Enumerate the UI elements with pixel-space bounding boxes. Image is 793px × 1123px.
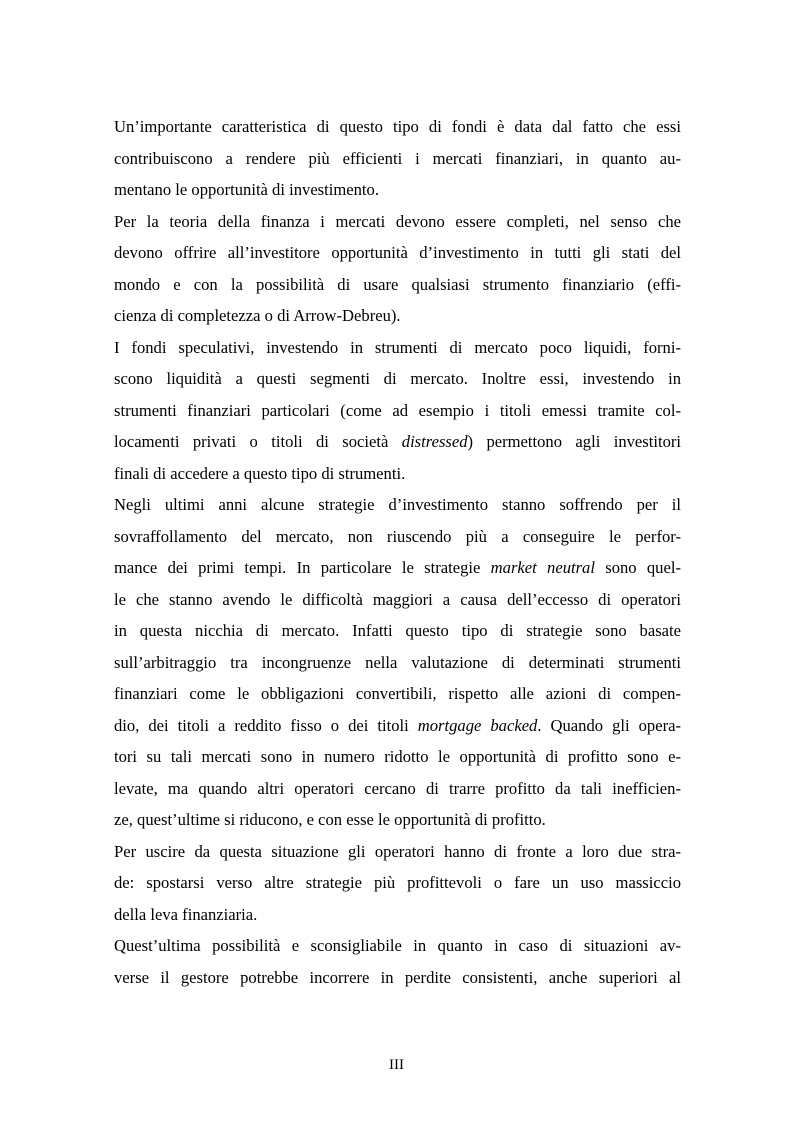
text-line xyxy=(114,584,681,616)
text-segment: sull’arbitraggio tra incongruenze nella valutazione di determinati strumenti xyxy=(114,652,681,672)
text-line xyxy=(114,174,681,206)
text-segment: locamenti privati o titoli di società xyxy=(114,432,402,451)
text-segment: sovraffollamento del mercato, non riuscendo più a conseguire le perfor- xyxy=(114,526,681,546)
body-text xyxy=(114,111,681,993)
text-segment: Per la teoria della finanza i mercati devono essere completi, nel senso che xyxy=(114,211,681,231)
page-number: III xyxy=(389,1057,404,1073)
text-segment: finali di accedere a questo tipo di strumenti. xyxy=(114,463,406,483)
italic-term: market neutral xyxy=(490,558,595,577)
text-segment: mondo e con la possibilità di usare qualsiasi strumento finanziario (effi- xyxy=(114,274,681,294)
text-segment: sono quel- xyxy=(594,558,681,577)
text-line xyxy=(114,552,681,584)
text-segment: ze, quest’ultime si riducono, e con esse le opportunità di profitto. xyxy=(114,810,546,829)
text-segment: levate, ma quando altri operatori cercano di trarre profitto da tali inefficien- xyxy=(114,778,681,798)
text-line xyxy=(114,300,681,332)
text-segment: cienza di completezza o di Arrow-Debreu). xyxy=(114,306,401,325)
text-line xyxy=(114,521,681,553)
text-line xyxy=(114,489,681,521)
text-segment: finanziari come le obbligazioni convertibili, rispetto alle azioni di compen- xyxy=(114,684,681,703)
text-segment: Quest’ultima possibilità e sconsigliabile in quanto in caso di situazioni av- xyxy=(114,936,681,955)
text-segment: Negli ultimi anni alcune strategie d’investimento stanno soffrendo per il xyxy=(114,495,681,514)
text-segment: mance dei primi tempi. In particolare le strategie xyxy=(114,558,491,577)
text-segment: de: spostarsi verso altre strategie più profittevoli o fare un uso massiccio xyxy=(114,873,681,892)
text-line xyxy=(114,332,681,364)
text-line xyxy=(114,615,681,647)
text-segment: devono offrire all’investitore opportunità d’investimento in tutti gli stati del xyxy=(114,243,681,262)
text-line xyxy=(114,678,681,710)
text-line xyxy=(114,930,681,962)
text-segment: ) permettono agli investitori xyxy=(467,432,681,451)
text-line xyxy=(114,867,681,899)
text-segment: I fondi speculativi, investendo in strumenti di mercato poco liquidi, forni- xyxy=(114,337,681,357)
text-line xyxy=(114,773,681,805)
italic-term: distressed xyxy=(401,432,468,451)
text-segment: in questa nicchia di mercato. Infatti questo tipo di strategie sono basate xyxy=(114,621,681,640)
text-line xyxy=(114,363,681,395)
text-segment: mentano le opportunità di investimento. xyxy=(114,180,379,199)
text-line xyxy=(114,741,681,773)
text-segment: tori su tali mercati sono in numero ridotto le opportunità di profitto sono e- xyxy=(114,747,681,766)
text-line xyxy=(114,206,681,238)
text-segment: strumenti finanziari particolari (come ad esempio i titoli emessi tramite col- xyxy=(114,400,681,420)
text-line xyxy=(114,426,681,458)
text-line xyxy=(114,395,681,427)
text-segment: Un’importante caratteristica di questo tipo di fondi è data dal fatto che essi xyxy=(114,117,681,136)
italic-term: mortgage backed xyxy=(417,715,538,735)
text-segment: della leva finanziaria. xyxy=(114,904,258,924)
text-line xyxy=(114,458,681,490)
text-line xyxy=(114,269,681,301)
text-segment: dio, dei titoli a reddito fisso o dei titoli xyxy=(114,715,418,735)
text-segment: Per uscire da questa situazione gli operatori hanno di fronte a loro due stra- xyxy=(114,841,681,861)
text-line xyxy=(114,143,681,175)
text-line xyxy=(114,111,681,143)
text-segment: . Quando gli opera- xyxy=(537,715,681,735)
text-segment: le che stanno avendo le difficoltà maggiori a causa dell’eccesso di operatori xyxy=(114,589,681,609)
text-segment: verse il gestore potrebbe incorrere in perdite consistenti, anche superiori al xyxy=(114,967,681,987)
text-line xyxy=(114,237,681,269)
text-line xyxy=(114,710,681,742)
text-line xyxy=(114,647,681,679)
text-segment: scono liquidità a questi segmenti di mercato. Inoltre essi, investendo in xyxy=(114,369,681,388)
text-line xyxy=(114,804,681,836)
text-line xyxy=(114,899,681,931)
text-segment: contribuiscono a rendere più efficienti i mercati finanziari, in quanto au- xyxy=(114,148,681,168)
text-line xyxy=(114,836,681,868)
text-line xyxy=(114,962,681,994)
